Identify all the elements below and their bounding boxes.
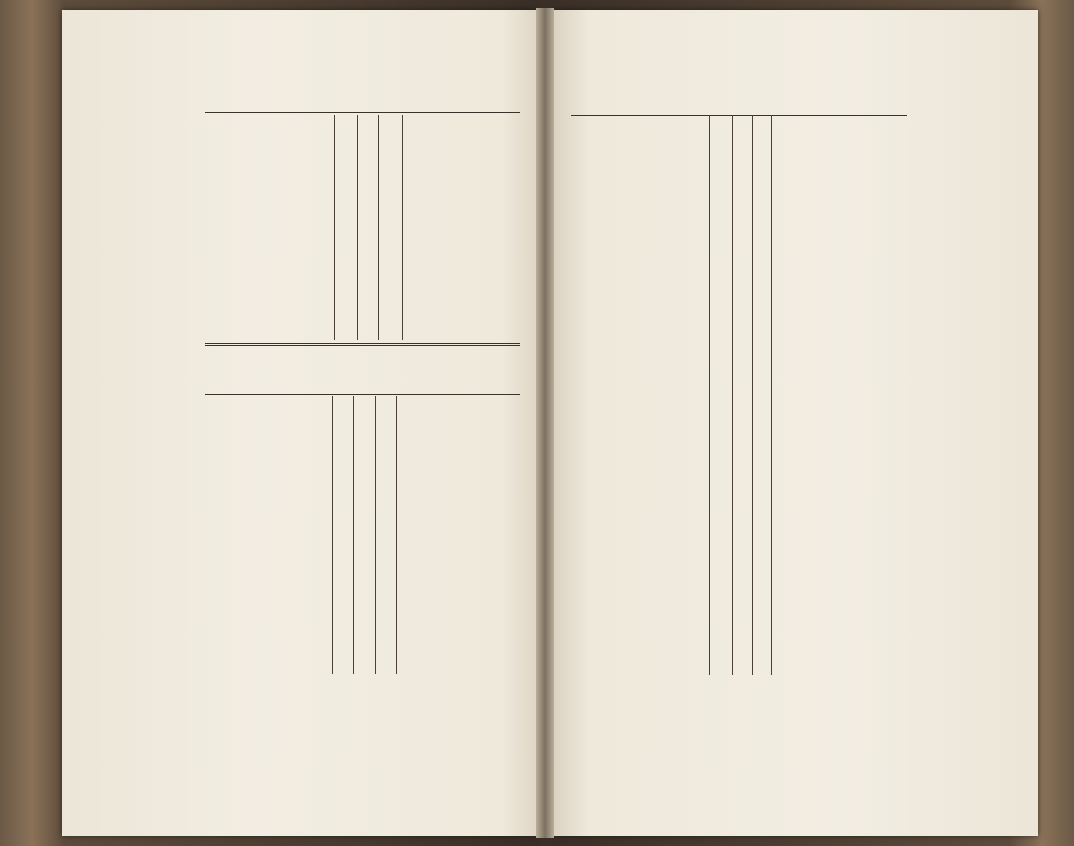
left-page <box>62 10 540 836</box>
column-rule <box>332 396 333 674</box>
section-rule <box>205 345 520 346</box>
column-rule <box>357 115 358 340</box>
right-page <box>550 10 1038 836</box>
header-rule <box>205 112 520 113</box>
column-rule <box>378 115 379 340</box>
section-rule <box>205 343 520 344</box>
column-rule <box>732 115 733 675</box>
column-rule <box>752 115 753 675</box>
section-table-rule <box>205 394 520 395</box>
column-rule <box>396 396 397 674</box>
column-rule <box>771 115 772 675</box>
column-rule <box>353 396 354 674</box>
column-rule <box>709 115 710 675</box>
header-rule <box>571 115 907 116</box>
column-rule <box>375 396 376 674</box>
column-rule <box>402 115 403 340</box>
book-gutter <box>536 8 554 838</box>
column-rule <box>334 115 335 340</box>
